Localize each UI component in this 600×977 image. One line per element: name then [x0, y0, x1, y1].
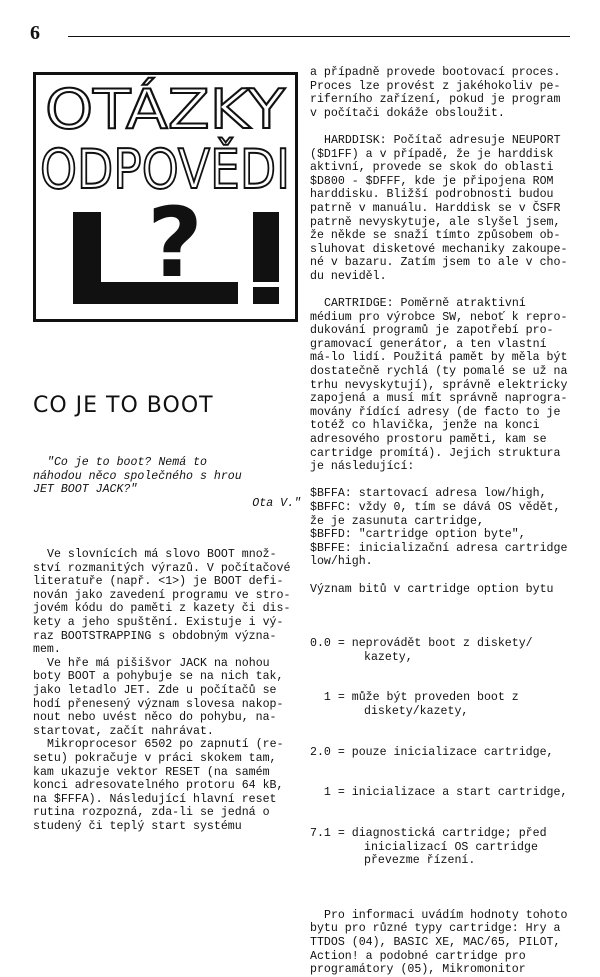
quote-line: JET BOOT JACK?" [33, 483, 138, 497]
option-item: 2.0 = pouze inicializace cartridge, [310, 745, 554, 759]
option-item: 0.0 = neprovádět boot z diskety/ kazety, [310, 636, 540, 664]
logo-question-mark: ? [147, 187, 203, 299]
header-rule [68, 36, 570, 37]
option-list [310, 610, 570, 895]
option-item: 1 = inicializace a start cartridge, [310, 786, 568, 800]
paragraph-cartridge: CARTRIDGE: Poměrně atraktivní médium pro výrobce SW, neboť k repro-dukování programů je zapotřebí pro-gramovací generátor, a ten vlastní má-lo lidí. Použitá pamět by měla být dostatečně rychlá (ty pomalé se už na trhu nevyskytují), správně elektricky zapojená a musí mít správně naprogra-movány řídící adresy (de facto to je totéž co hlavička, jenže na konci adresového prostoru paměti, kam se cartridge promítá). Jejich struktura je následující: [310, 297, 568, 474]
paragraph: a případně provede bootovací proces. Proces lze provést z jakéhokoliv pe-riferního zařízení, pokud je program v počítači dokáže obsloužit. [310, 66, 561, 120]
address-item: $BFFE: inicializační adresa cartridge low/high. [310, 541, 568, 569]
address-item: $BFFC: vždy 0, tím se dává OS vědět, že je zasunuta cartridge, [310, 501, 561, 528]
option-byte-heading: Význam bitů v cartridge option bytu [310, 582, 554, 596]
address-item: $BFFA: startovací adresa low/high, [310, 487, 547, 501]
page-number: 6 [30, 22, 40, 44]
left-column [33, 548, 301, 833]
paragraph: Pro informaci uvádím hodnoty tohoto bytu pro různé typy cartridge: Hry a TTDOS (04), BASIC XE, MAC/65, PILOT, Action! a podobné cartridge pro programátory (05), Mikromonitor [310, 908, 568, 977]
article-title: CO JE TO BOOT [33, 393, 214, 418]
logo-exclamation-dot [253, 287, 279, 304]
otazky-odpovedi-logo [33, 72, 298, 322]
paragraph-harddisk: HARDDISK: Počítač adresuje NEUPORT ($D1FF) a v případě, že je harddisk aktivní, provede se skok do oblasti $D800 - $DFFF, kde je připojena ROM harddisku. Bližší podrobnosti budou patrně v manuálu. Harddisk se v ČSFR patrně nevyskytuje, ale slyšel jsem, že někde se snaží tímto způsobem ob-sluhovat disketové mechaniky zakoupe-né v bazaru. Zatím jsem to ale v cho-du neviděl. [310, 133, 568, 283]
logo-exclamation-bar [253, 212, 279, 282]
address-item: $BFFD: "cartridge option byte", [310, 528, 526, 542]
option-item: 1 = může být proveden boot z diskety/kazety, [310, 691, 526, 718]
paragraph: Mikroprocesor 6502 po zapnutí (re-setu) pokračuje v práci skokem tam, kam ukazuje vektor RESET (na samém konci adresovatelného protoru 64 kB, na $FFFA). Následující hlavní reset rutina rozpozná, zda-li se jedná o studený či teplý start systému [33, 738, 284, 833]
quote-line: náhodou něco společného s hrou [33, 469, 242, 483]
intro-quote [33, 456, 301, 510]
address-list [310, 487, 570, 569]
option-item: 7.1 = diagnostická cartridge; před inicializací OS cartridge převezme řízení. [310, 827, 554, 868]
logo-word-otazky: OTÁZKY [45, 78, 287, 141]
paragraph: Ve slovnících má slovo BOOT množ-ství rozmanitých výrazů. V počítačové literatuře (např. <1>) je BOOT defi-nován jako zavedení programu ve stro-jovém kódu do paměti z kazety či dis-kety a jeho spuštění. Existuje i vý-raz BOOTSTRAPPING s obdobným význa-mem. [33, 548, 291, 657]
paragraph: Ve hře má pišišvor JACK na nohou boty BOOT a pohybuje se na nich tak, jako letadlo JET. Zde u počítačů se hodí přenesený význam slovesa nakop-nout nebo uvést něco do pohybu, na-startovat, začít nahrávat. [33, 656, 284, 738]
quote-author: Ota V." [252, 496, 301, 510]
logo-word-odpovedi: ODPOVĚDI [40, 138, 290, 201]
quote-line: "Co je to boot? Nemá to [47, 456, 208, 469]
right-column [310, 66, 570, 977]
